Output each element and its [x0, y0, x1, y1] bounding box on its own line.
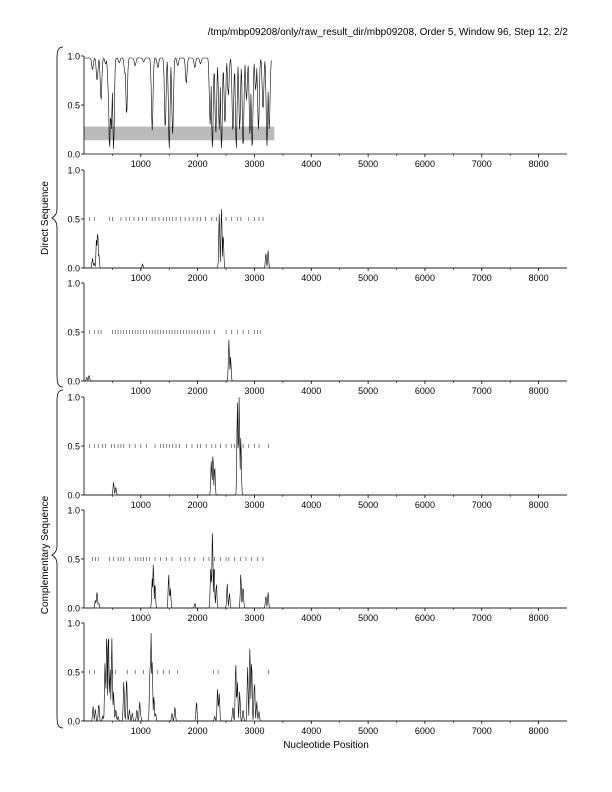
panel-5 [67, 506, 567, 624]
y-tick-label: 1.0 [67, 618, 80, 629]
x-tick-label: 7000 [471, 613, 492, 623]
y-tick-label: 0.5 [67, 327, 80, 338]
x-tick-label: 5000 [358, 273, 379, 283]
panels-group [67, 52, 567, 737]
y-tick-label: 0.0 [67, 603, 80, 614]
x-tick-label: 7000 [471, 159, 492, 169]
x-tick-label: 5000 [358, 500, 379, 510]
series-line [84, 533, 567, 608]
x-tick-label: 1000 [130, 726, 151, 736]
y-tick-label: 1.0 [67, 278, 80, 289]
y-tick-label: 0.0 [67, 490, 80, 501]
x-tick-label: 2000 [187, 726, 208, 736]
group-bracket-direct [52, 47, 63, 387]
y-tick-label: 0.5 [67, 667, 80, 678]
x-tick-label: 8000 [528, 273, 549, 283]
group-label-direct: Direct Sequence [40, 181, 51, 255]
panel-1 [67, 52, 567, 170]
y-tick-label: 0.0 [67, 263, 80, 274]
x-tick-label: 5000 [358, 726, 379, 736]
x-tick-label: 6000 [414, 726, 435, 736]
x-tick-label: 2000 [187, 613, 208, 623]
y-tick-label: 0.0 [67, 376, 80, 387]
x-tick-label: 4000 [301, 613, 322, 623]
y-tick-label: 1.0 [67, 165, 80, 176]
x-tick-label: 6000 [414, 500, 435, 510]
x-tick-label: 8000 [528, 159, 549, 169]
x-tick-label: 2000 [187, 386, 208, 396]
group-label-complementary: Complementary Sequence [40, 495, 51, 615]
y-tick-label: 0.5 [67, 214, 80, 225]
series-line [84, 209, 567, 268]
x-tick-label: 6000 [414, 273, 435, 283]
x-tick-label: 8000 [528, 386, 549, 396]
x-tick-label: 3000 [244, 159, 265, 169]
x-tick-label: 3000 [244, 726, 265, 736]
x-tick-label: 5000 [358, 159, 379, 169]
series-line [84, 633, 567, 721]
group-bracket-complementary [52, 390, 63, 728]
x-tick-label: 7000 [471, 273, 492, 283]
x-tick-label: 1000 [130, 159, 151, 169]
y-tick-label: 0.5 [67, 100, 80, 111]
highlight-band [84, 127, 274, 141]
x-tick-label: 8000 [528, 613, 549, 623]
x-tick-label: 2000 [187, 500, 208, 510]
y-tick-label: 0.5 [67, 441, 80, 452]
series-line [84, 340, 567, 381]
panel-3 [67, 279, 567, 397]
series-line [84, 397, 567, 495]
panel-4 [67, 393, 567, 511]
x-tick-label: 8000 [528, 726, 549, 736]
x-tick-label: 3000 [244, 273, 265, 283]
x-tick-label: 2000 [187, 159, 208, 169]
x-tick-label: 7000 [471, 386, 492, 396]
x-tick-label: 7000 [471, 500, 492, 510]
x-tick-label: 3000 [244, 613, 265, 623]
x-axis-label: Nucleotide Position [283, 740, 369, 751]
x-tick-label: 7000 [471, 726, 492, 736]
y-tick-label: 1.0 [67, 51, 80, 62]
x-tick-label: 4000 [301, 500, 322, 510]
y-tick-label: 0.5 [67, 554, 80, 565]
x-tick-label: 5000 [358, 613, 379, 623]
x-tick-label: 4000 [301, 386, 322, 396]
x-tick-label: 4000 [301, 159, 322, 169]
y-tick-label: 0.0 [67, 716, 80, 727]
y-tick-label: 1.0 [67, 505, 80, 516]
x-tick-label: 4000 [301, 273, 322, 283]
x-tick-label: 1000 [130, 500, 151, 510]
y-tick-label: 0.0 [67, 149, 80, 160]
panel-2 [67, 166, 567, 284]
x-tick-label: 3000 [244, 500, 265, 510]
x-tick-label: 1000 [130, 273, 151, 283]
x-tick-label: 4000 [301, 726, 322, 736]
x-tick-label: 1000 [130, 613, 151, 623]
x-tick-label: 2000 [187, 273, 208, 283]
x-tick-label: 6000 [414, 159, 435, 169]
x-tick-label: 6000 [414, 386, 435, 396]
x-tick-label: 6000 [414, 613, 435, 623]
panel-6 [67, 619, 567, 737]
x-tick-label: 1000 [130, 386, 151, 396]
x-tick-label: 3000 [244, 386, 265, 396]
x-tick-label: 8000 [528, 500, 549, 510]
y-tick-label: 1.0 [67, 392, 80, 403]
x-tick-label: 5000 [358, 386, 379, 396]
page-header: /tmp/mbp09208/only/raw_result_dir/mbp09208, Order 5, Window 96, Step 12, 2/2 [207, 27, 568, 38]
